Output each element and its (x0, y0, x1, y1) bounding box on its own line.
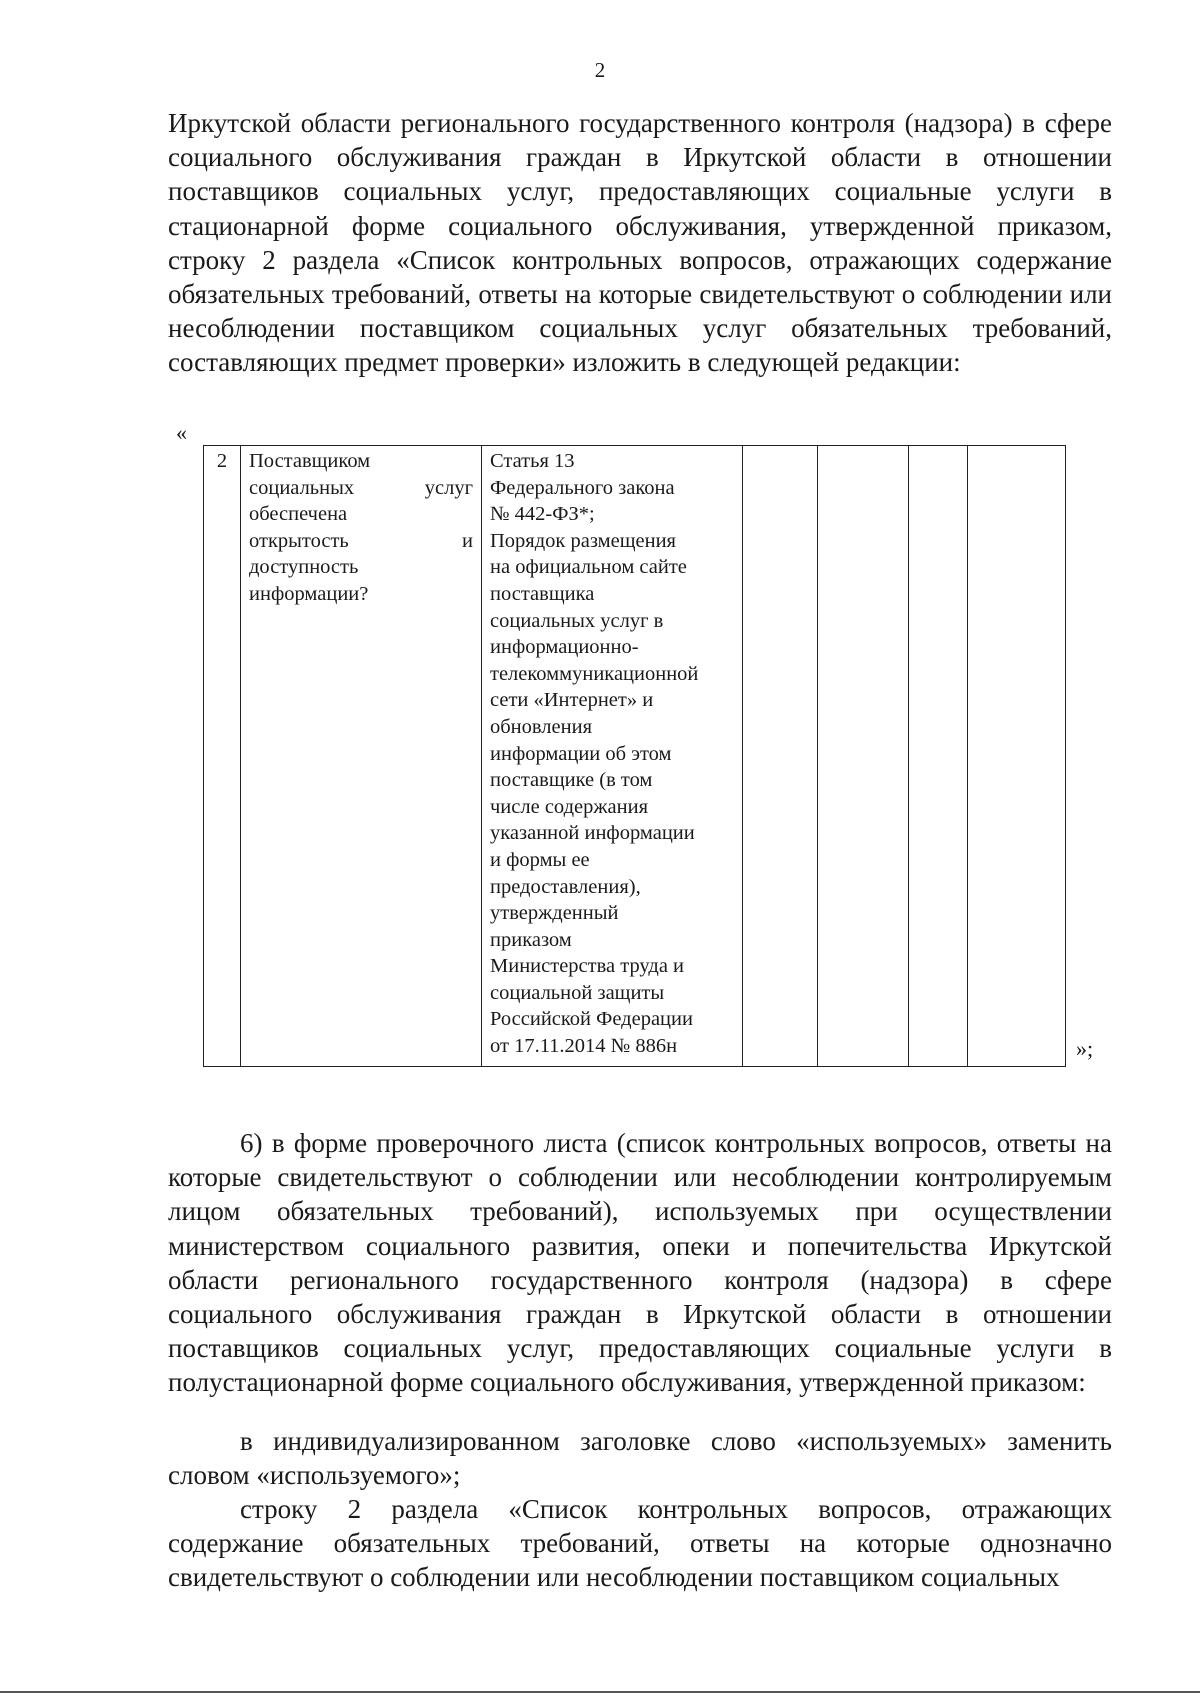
answer-no-cell (818, 446, 909, 1067)
question-line: открытость и (249, 529, 473, 552)
page-number: 2 (594, 58, 606, 82)
row-number-cell: 2 (204, 446, 241, 1067)
question-line: доступность (249, 556, 359, 579)
notes-cell (968, 446, 1066, 1067)
legal-basis-cell: Статья 13 Федерального закона № 442-ФЗ*; Порядок размещения на официальном сайте поставщика социальных услуг в информационно- телекоммуникационной сети «Интернет» и обновления информации об этом поставщике (в том числе содержания указанной информации и формы ее предоставления), утвержденный приказом Министерства труда и социальной защиты Российской Федерации от 17.11.2014 № 886н (482, 446, 743, 1067)
quote-open-mark: « (176, 420, 187, 445)
paragraph-item-6: 6) в форме проверочного листа (список контрольных вопросов, ответы на которые свидетельствуют о соблюдении или несоблюдении контролируемым лицом обязательных требований), используемых при осуществлении министерством социального развития, опеки и попечительства Иркутской области регионального государственного контроля (надзора) в сфере социального обслуживания граждан в Иркутской области в отношении поставщиков социальных услуг, предоставляющих социальные услуги в полустационарной форме социального обслуживания, утвержденной приказом: (168, 1128, 1112, 1398)
paragraph-row-2: строку 2 раздела «Список контрольных вопросов, отражающих содержание обязательных требований, ответы на которые однозначно свидетельствуют о соблюдении или несоблюдении поставщиком социальных (168, 1494, 1112, 1593)
question-line: информации? (249, 582, 369, 605)
table-row (204, 446, 1066, 1067)
question-line: социальных услуг (249, 476, 473, 499)
question-line: обеспечена (249, 503, 348, 526)
question-cell (241, 446, 482, 1067)
answer-yes-cell (743, 446, 818, 1067)
question-line: Поставщиком (249, 450, 371, 472)
checklist-row-table (203, 445, 1066, 1067)
paragraph-intro: Иркутской области регионального государственного контроля (надзора) в сфере социального обслуживания граждан в Иркутской области в отношении поставщиков социальных услуг, предоставляющих социальные услуги в стационарной форме социального обслуживания, утвержденной приказом, строку 2 раздела «Список контрольных вопросов, отражающих содержание обязательных требований, ответы на которые свидетельствуют о соблюдении или несоблюдении поставщиком социальных услуг обязательных требований, составляющих предмет проверки» изложить в следующей редакции: (168, 108, 1112, 378)
answer-na-cell (909, 446, 968, 1067)
paragraph-header-change: в индивидуализированном заголовке слово «используемых» заменить словом «используемого»; (168, 1426, 1112, 1491)
scan-bottom-edge (0, 1691, 1200, 1693)
quote-close-mark: »; (1076, 1036, 1094, 1061)
